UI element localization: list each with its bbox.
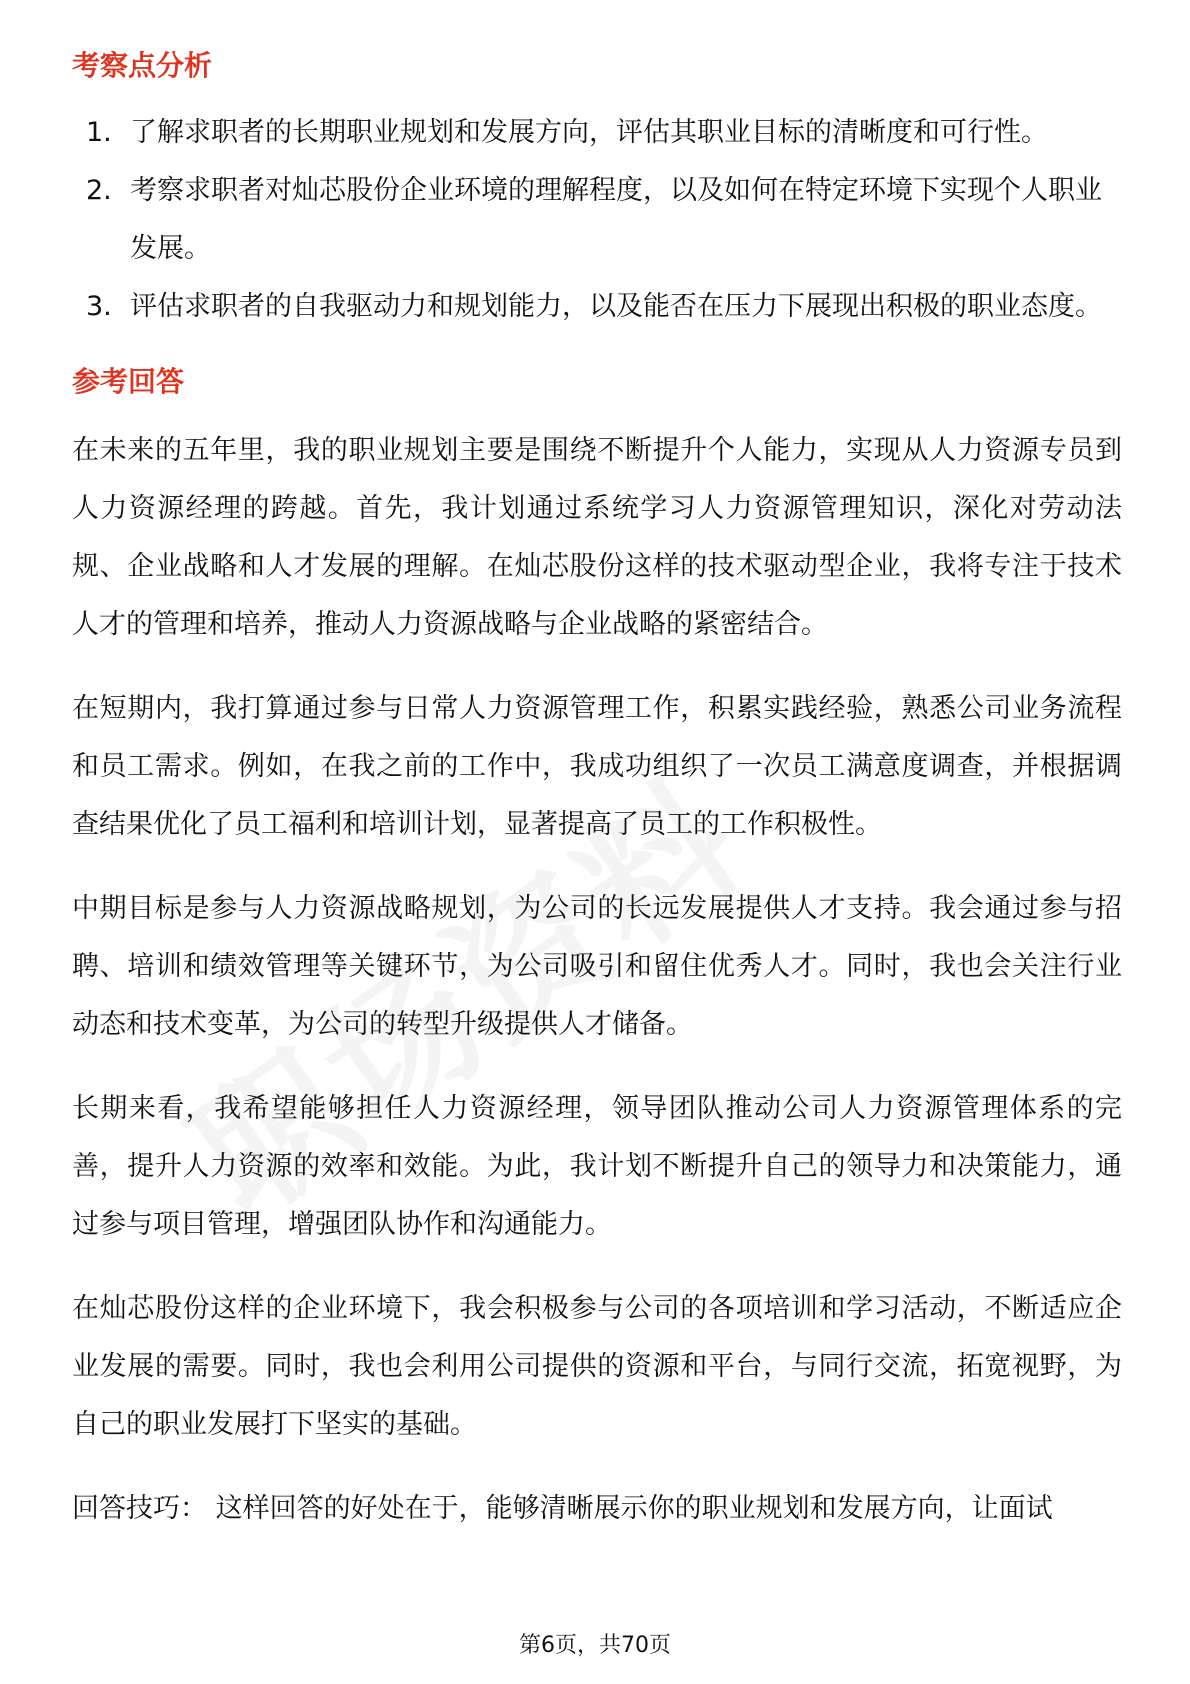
list-item (72, 162, 1122, 278)
answer-paragraph: 长期来看，我希望能够担任人力资源经理，领导团队推动公司人力资源管理体系的完善，提升人力资源的效率和效能。为此，我计划不断提升自己的领导力和决策能力，通过参与项目管理，增强团队协作和沟通能力。 (72, 1093, 1122, 1240)
analysis-heading: 考察点分析 (72, 49, 213, 82)
document-body (72, 46, 1122, 1538)
reference-heading: 参考回答 (72, 365, 185, 398)
answer-paragraph: 在未来的五年里，我的职业规划主要是围绕不断提升个人能力，实现从人力资源专员到人力资源经理的跨越。首先，我计划通过系统学习人力资源管理知识，深化对劳动法规、企业战略和人才发展的理解。在灿芯股份这样的技术驱动型企业，我将专注于技术人才的管理和培养，推动人力资源战略与企业战略的紧密结合。 (72, 435, 1122, 640)
list-text: 考察求职者对灿芯股份企业环境的理解程度，以及如何在特定环境下实现个人职业发展。 (130, 175, 1102, 264)
answer-paragraph: 在短期内，我打算通过参与日常人力资源管理工作，积累实践经验，熟悉公司业务流程和员工需求。例如，在我之前的工作中，我成功组织了一次员工满意度调查，并根据调查结果优化了员工福利和培训计划，显著提高了员工的工作积极性。 (72, 693, 1122, 840)
answer-paragraph: 中期目标是参与人力资源战略规划，为公司的长远发展提供人才支持。我会通过参与招聘、培训和绩效管理等关键环节，为公司吸引和留住优秀人才。同时，我也会关注行业动态和技术变革，为公司的转型升级提供人才储备。 (72, 893, 1122, 1040)
list-text: 了解求职者的长期职业规划和发展方向，评估其职业目标的清晰度和可行性。 (130, 117, 1048, 148)
answer-paragraph: 在灿芯股份这样的企业环境下，我会积极参与公司的各项培训和学习活动，不断适应企业发展的需要。同时，我也会利用公司提供的资源和平台，与同行交流，拓宽视野，为自己的职业发展打下坚实的基础。 (72, 1293, 1122, 1440)
answer-tips: 回答技巧： 这样回答的好处在于，能够清晰展示你的职业规划和发展方向，让面试 (72, 1493, 1053, 1524)
list-text: 评估求职者的自我驱动力和规划能力，以及能否在压力下展现出积极的职业态度。 (130, 291, 1102, 322)
page-number: 第6页，共70页 (519, 1633, 671, 1658)
list-item (72, 278, 1122, 336)
list-number: 3. (86, 291, 112, 322)
analysis-list (72, 104, 1122, 336)
reference-answer (72, 422, 1122, 1538)
list-item (72, 104, 1122, 162)
list-number: 2. (86, 175, 112, 206)
list-number: 1. (86, 117, 112, 148)
